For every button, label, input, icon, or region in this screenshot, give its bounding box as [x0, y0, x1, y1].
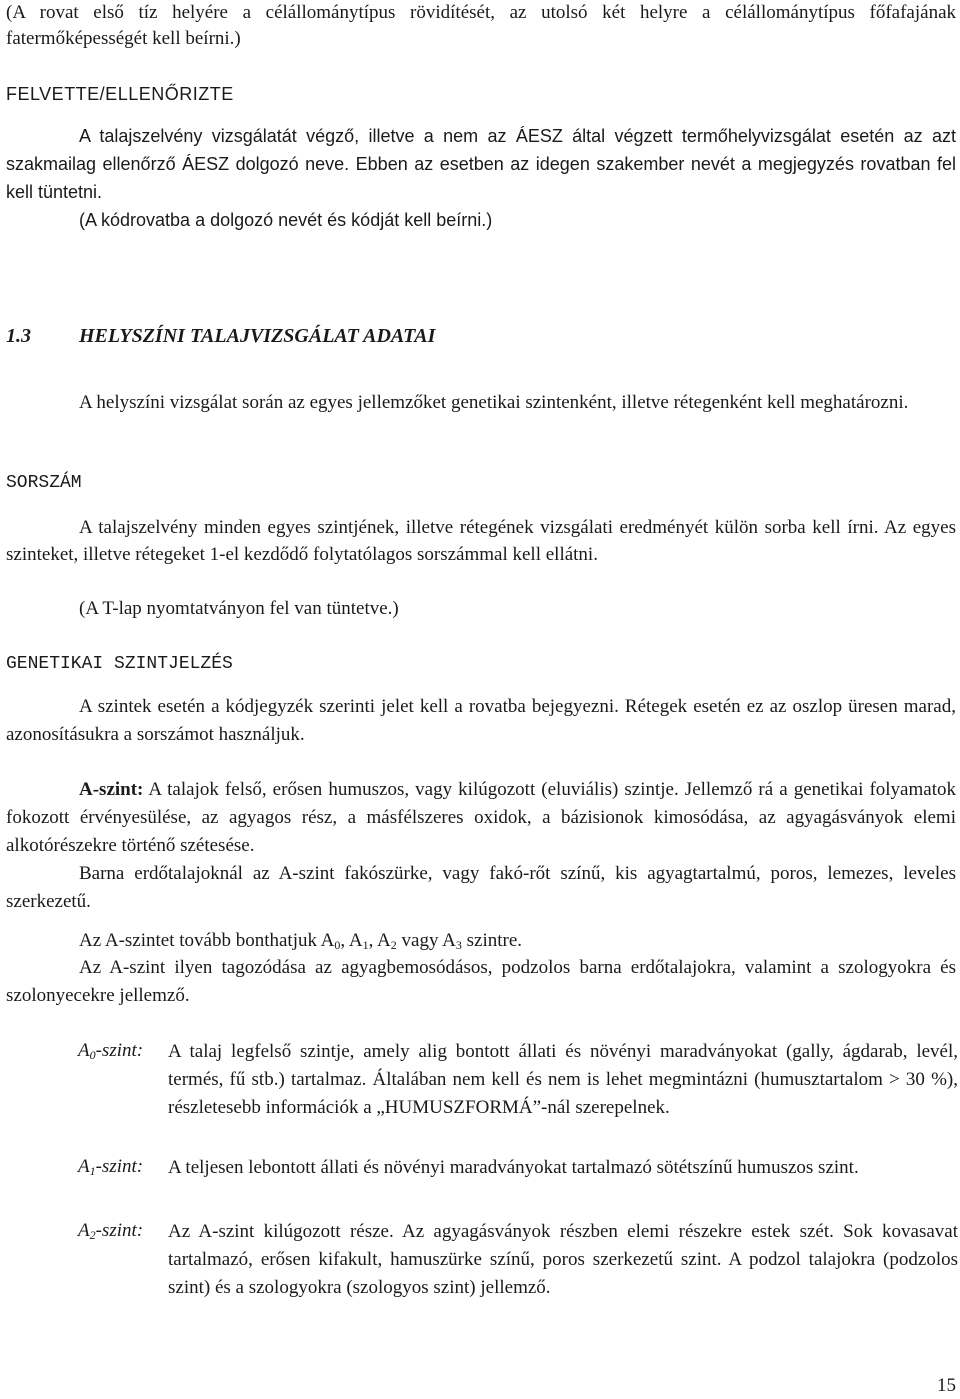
definition-text-a2: Az A-szint kilúgozott része. Az agyagásványok részben elemi részekre estek szét. Sok kovasavat tartalmazó, erősen kifakult, hamuszürke színű, poros szerkezetű szint. A podzol talajokra (podzolos szint) és a szologyokra (szologyos szint) jellemző. [168, 1221, 958, 1298]
sorszam-paragraph: A talajszelvény minden egyes szintjének, illetve rétegének vizsgálati eredményét külön sorba kell írni. Az egyes szinteket, illetve rétegeket 1-el kezdődő folytatólagos sorszámmal kell ellátni. [6, 517, 956, 565]
tagozodas-paragraph: Az A-szint ilyen tagozódása az agyagbemosódásos, podzolos barna erdőtalajokra, valamint a szologyokra és szolonyecekre jellemző. [6, 957, 956, 1006]
a-szint-label: A-szint: [79, 779, 144, 800]
heading-felvette: FELVETTE/ELLENŐRIZTE [6, 84, 234, 104]
page-number: 15 [937, 1375, 956, 1396]
section-heading [6, 323, 435, 349]
bontas-paragraph: Az A-szintet tovább bonthatjuk $A_0$, $A_1$, $A_2$ vagy $A_3$ szintre. [79, 930, 523, 952]
a-szint-text: A talajok felső, erősen humuszos, vagy kilúgozott (eluviális) szintje. Jellemző rá a genetikai folyamatok fokozott érvényesülése, az agyagos rész, a másfélszeres oxidok, a bázisionok kimosódása, az agyagásványok elemi alkotórészekre történő szétesése. [6, 779, 956, 856]
intro-paragraph: (A rovat első tíz helyére a célállománytípus rövidítését, az utolsó két helyre a célállománytípus főfafajának fatermőképességét kell beírni.) [6, 2, 956, 49]
definition-term-a1: $A_1$-szint: [78, 1156, 144, 1178]
helyszini-paragraph: A helyszíni vizsgálat során az egyes jellemzőket genetikai szintenként, illetve rétegenként kell meghatározni. [79, 392, 909, 413]
definition-term-a0: $A_0$-szint: [78, 1040, 144, 1062]
definition-text-a0: A talaj legfelső szintje, amely alig bontott állati és növényi maradványokat (gally, ágdarab, levél, termés, fű stb.) tartalmaz. Általában nem kell és nem is lehet megmintázni (humusztartalom > 30 %), részletesebb információk a „HUMUSZFORMÁ”-nál szerepelnek. [168, 1041, 958, 1118]
szintek-paragraph: A szintek esetén a kódjegyzék szerinti jelet kell a rovatba bejegyezni. Rétegek esetén ez az oszlop üresen marad, azonosításukra a sorszámot használjuk. [6, 696, 956, 745]
heading-sorszam: SORSZÁM [6, 473, 82, 493]
tlap-paragraph: (A T-lap nyomtatványon fel van tüntetve.) [79, 598, 399, 619]
felvette-paragraph: A talajszelvény vizsgálatát végző, illetve a nem az ÁESZ által végzett termőhelyvizsgálat esetén az azt szakmailag ellenőrző ÁESZ dolgozó neve. Ebben az esetben az idegen szakember nevét a megjegyzés rovatban fel kell tüntetni. [6, 126, 956, 202]
barna-paragraph: Barna erdőtalajoknál az A-szint fakószürke, vagy fakó-rőt színű, kis agyagtartalmú, poros, lemezes, leveles szerkezetű. [6, 863, 956, 912]
definition-term-a2: $A_2$-szint: [78, 1220, 144, 1242]
section-number: 1.3 [6, 325, 31, 347]
a-szint-paragraph [6, 776, 956, 860]
kodrovat-paragraph: (A kódrovatba a dolgozó nevét és kódját kell beírni.) [79, 210, 493, 230]
heading-genetikai: GENETIKAI SZINTJELZÉS [6, 654, 233, 674]
section-title: HELYSZÍNI TALAJVIZSGÁLAT ADATAI [79, 325, 436, 347]
definition-text-a1: A teljesen lebontott állati és növényi maradványokat tartalmazó sötétszínű humuszos szint. [168, 1157, 859, 1178]
